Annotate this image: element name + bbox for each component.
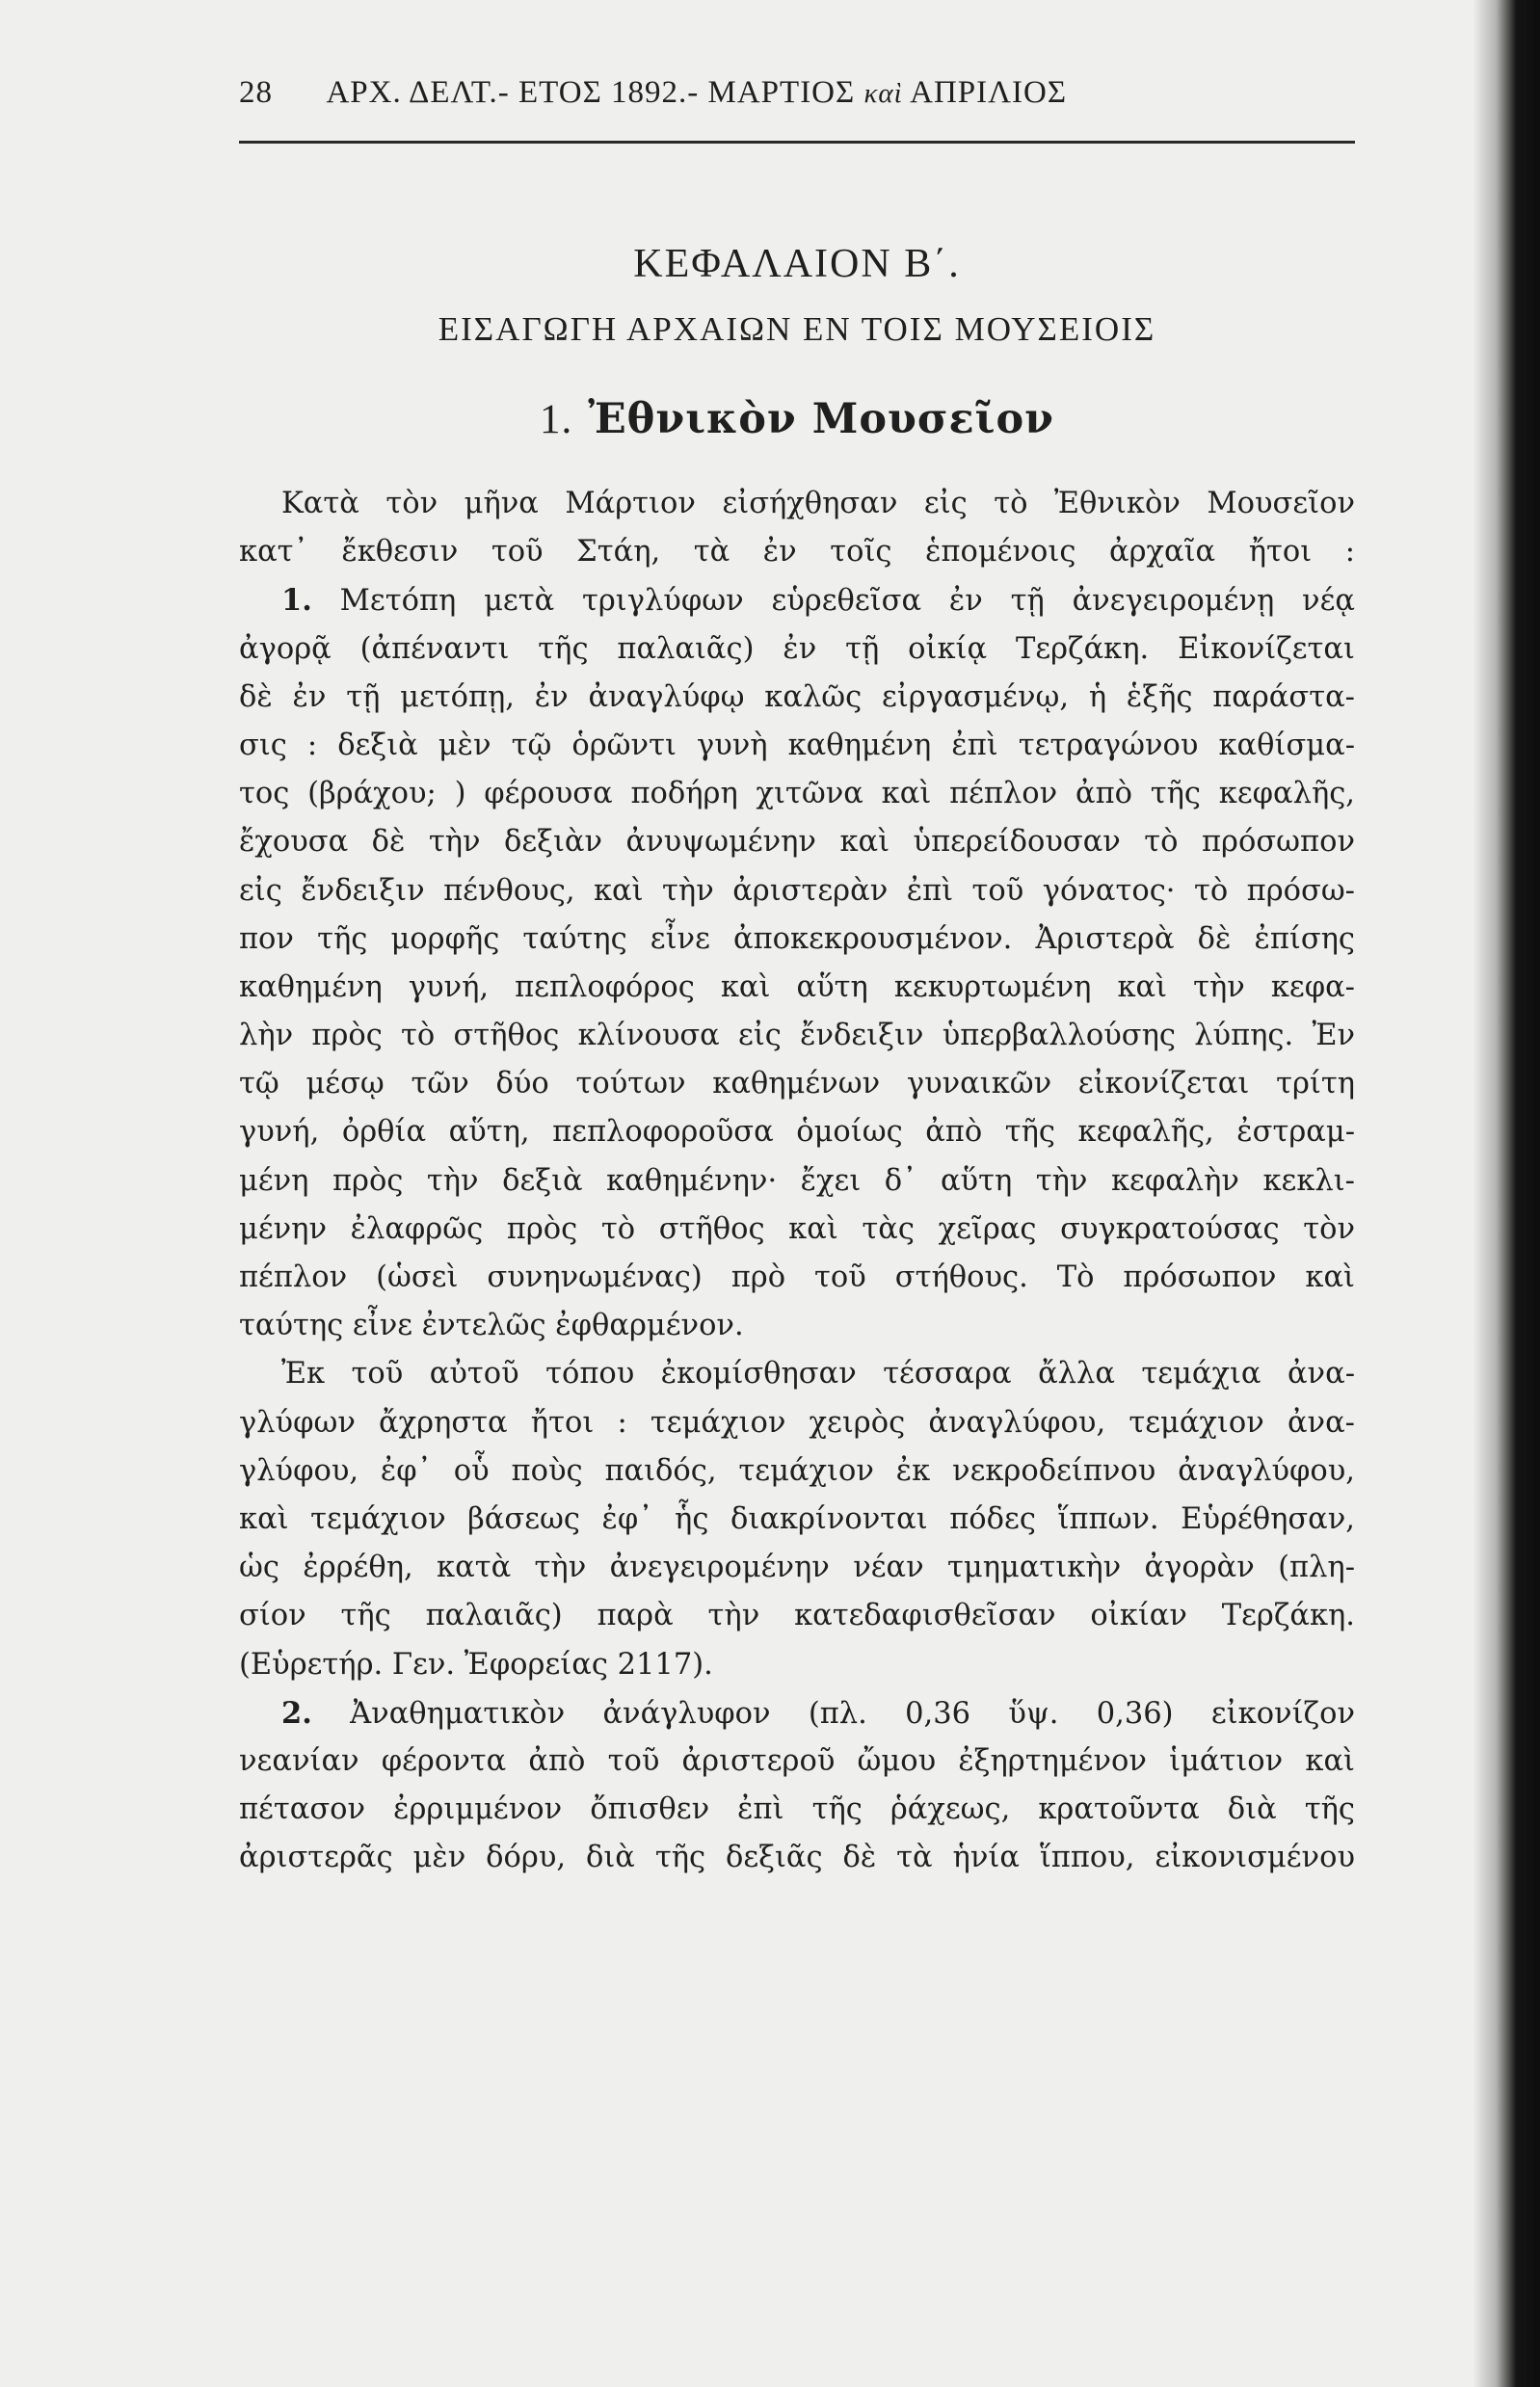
running-head-month: ΑΠΡΙΛΙΟΣ — [910, 75, 1068, 110]
text-line: Ἐκ τοῦ αὐτοῦ τόπου ἐκομίσθησαν τέσσαρα ἄλλα τεμάχια ἀνα- — [281, 1357, 1355, 1392]
text-line: ὡς ἐρρέθη, κατὰ τὴν ἀνεγειρομένην νέαν τμηματικὴν ἀγορὰν (πλη- — [239, 1551, 1355, 1585]
text-line: δὲ ἐν τῇ μετόπῃ, ἐν ἀναγλύφῳ καλῶς εἰργασμένῳ, ἡ ἑξῆς παράστα- — [239, 679, 1355, 714]
text-line: σίον τῆς παλαιᾶς) παρὰ τὴν κατεδαφισθεῖσαν οἰκίαν Τερζάκη. — [239, 1599, 1355, 1633]
text-line: νεανίαν φέροντα ἀπὸ τοῦ ἀριστεροῦ ὤμου ἐξηρτημένον ἱμάτιον καὶ — [239, 1743, 1355, 1778]
text-line: Κατὰ τὸν μῆνα Μάρτιον εἰσήχθησαν εἰς τὸ Ἐθνικὸν Μουσεῖον — [281, 487, 1355, 520]
text-line: ἀγορᾷ (ἀπέναντι τῆς παλαιᾶς) ἐν τῇ οἰκίᾳ Τερζάκη. Εἰκονίζεται — [239, 631, 1355, 666]
section-title: Ἐθνικὸν Μουσεῖον — [588, 395, 1055, 443]
item-number: 1. — [281, 583, 312, 619]
section-number: 1. — [539, 397, 573, 442]
running-head — [239, 75, 1347, 111]
item-number: 2. — [281, 1695, 312, 1731]
text-line: Μετόπη μετὰ τριγλύφων εὑρεθεῖσα ἐν τῇ ἀνεγειρομένῃ νέᾳ — [339, 584, 1355, 619]
body-text — [239, 480, 1355, 1882]
running-head-conjunction: καὶ — [863, 78, 903, 109]
text-line: γλύφων ἄχρηστα ἤτοι : τεμάχιον χειρὸς ἀναγλύφου, τεμάχιον ἀνα- — [239, 1405, 1355, 1440]
chapter-title: ΚΕΦΑΛΑΙΟΝ Β΄. — [633, 242, 961, 286]
text-line: τῷ μέσῳ τῶν δύο τούτων καθημένων γυναικῶν εἰκονίζεται τρίτη — [239, 1067, 1355, 1101]
text-line: πον τῆς μορφῆς ταύτης εἶνε ἀποκεκρουσμένον. Ἀριστερὰ δὲ ἐπίσης — [239, 921, 1355, 956]
page-number: 28 — [239, 75, 273, 110]
text-line: εἰς ἔνδειξιν πένθους, καὶ τὴν ἀριστερὰν ἐπὶ τοῦ γόνατος· τὸ πρόσω- — [239, 873, 1355, 908]
text-line-item — [239, 576, 1355, 624]
text-line: λὴν πρὸς τὸ στῆθος κλίνουσα εἰς ἔνδειξιν ὑπερβαλλούσης λύπης. Ἐν — [239, 1019, 1355, 1053]
text-line: μένη πρὸς τὴν δεξιὰ καθημένην· ἔχει δ᾽ αὕτη τὴν κεφαλὴν κεκλι- — [239, 1163, 1355, 1198]
text-line: ταύτης εἶνε ἐντελῶς ἐφθαρμένον. — [239, 1309, 744, 1343]
text-line: πέτασον ἐρριμμένον ὄπισθεν ἐπὶ τῆς ῥάχεως, κρατοῦντα διὰ τῆς — [239, 1792, 1355, 1827]
section-heading — [239, 395, 1355, 443]
header-rule — [239, 141, 1355, 144]
chapter-subtitle: ΕΙΣΑΓΩΓΗ ΑΡΧΑΙΩΝ ΕΝ ΤΟΙΣ ΜΟΥΣΕΙΟΙΣ — [438, 310, 1156, 348]
running-head-title: ΑΡΧ. ΔΕΛΤ.- ΕΤΟΣ 1892.- ΜΑΡΤΙΟΣ — [326, 75, 856, 110]
text-line: γυνή, ὀρθία αὕτη, πεπλοφοροῦσα ὁμοίως ἀπὸ τῆς κεφαλῆς, ἐστραμ- — [239, 1115, 1355, 1150]
text-line: κατ᾽ ἔκθεσιν τοῦ Στάη, τὰ ἐν τοῖς ἑπομένοις ἀρχαῖα ἤτοι : — [239, 535, 1355, 570]
text-line: γλύφου, ἐφ᾽ οὗ ποὺς παιδός, τεμάχιον ἐκ νεκροδείπνου ἀναγλύφου, — [239, 1453, 1355, 1488]
text-line: καθημένη γυνή, πεπλοφόρος καὶ αὕτη κεκυρτωμένη καὶ τὴν κεφα- — [239, 969, 1355, 1004]
text-line: (Εὑρετήρ. Γεν. Ἐφορείας 2117). — [239, 1647, 713, 1682]
text-line: τος (βράχου; ) φέρουσα ποδήρη χιτῶνα καὶ πέπλον ἀπὸ τῆς κεφαλῆς, — [239, 777, 1355, 811]
text-line: ἀριστερᾶς μὲν δόρυ, διὰ τῆς δεξιᾶς δὲ τὰ ἡνία ἵππου, εἰκονισμένου — [239, 1841, 1355, 1875]
text-line: σις : δεξιὰ μὲν τῷ ὁρῶντι γυνὴ καθημένη ἐπὶ τετραγώνου καθίσμα- — [239, 728, 1355, 762]
text-line-item — [239, 1689, 1355, 1737]
text-line: ἔχουσα δὲ τὴν δεξιὰν ἀνυψωμένην καὶ ὑπερείδουσαν τὸ πρόσωπον — [239, 825, 1355, 860]
text-line: Ἀναθηματικὸν ἀνάγλυφον (πλ. 0,36 ὕψ. 0,36) εἰκονίζον — [350, 1696, 1355, 1731]
text-line: καὶ τεμάχιον βάσεως ἐφ᾽ ἧς διακρίνονται πόδες ἵππων. Εὑρέθησαν, — [239, 1501, 1355, 1536]
text-line: μένην ἐλαφρῶς πρὸς τὸ στῆθος καὶ τὰς χεῖρας συγκρατούσας τὸν — [239, 1211, 1355, 1246]
page-edge-shadow — [1473, 0, 1540, 2387]
text-line: πέπλον (ὡσεὶ συνηνωμένας) πρὸ τοῦ στήθους. Τὸ πρόσωπον καὶ — [239, 1260, 1355, 1294]
